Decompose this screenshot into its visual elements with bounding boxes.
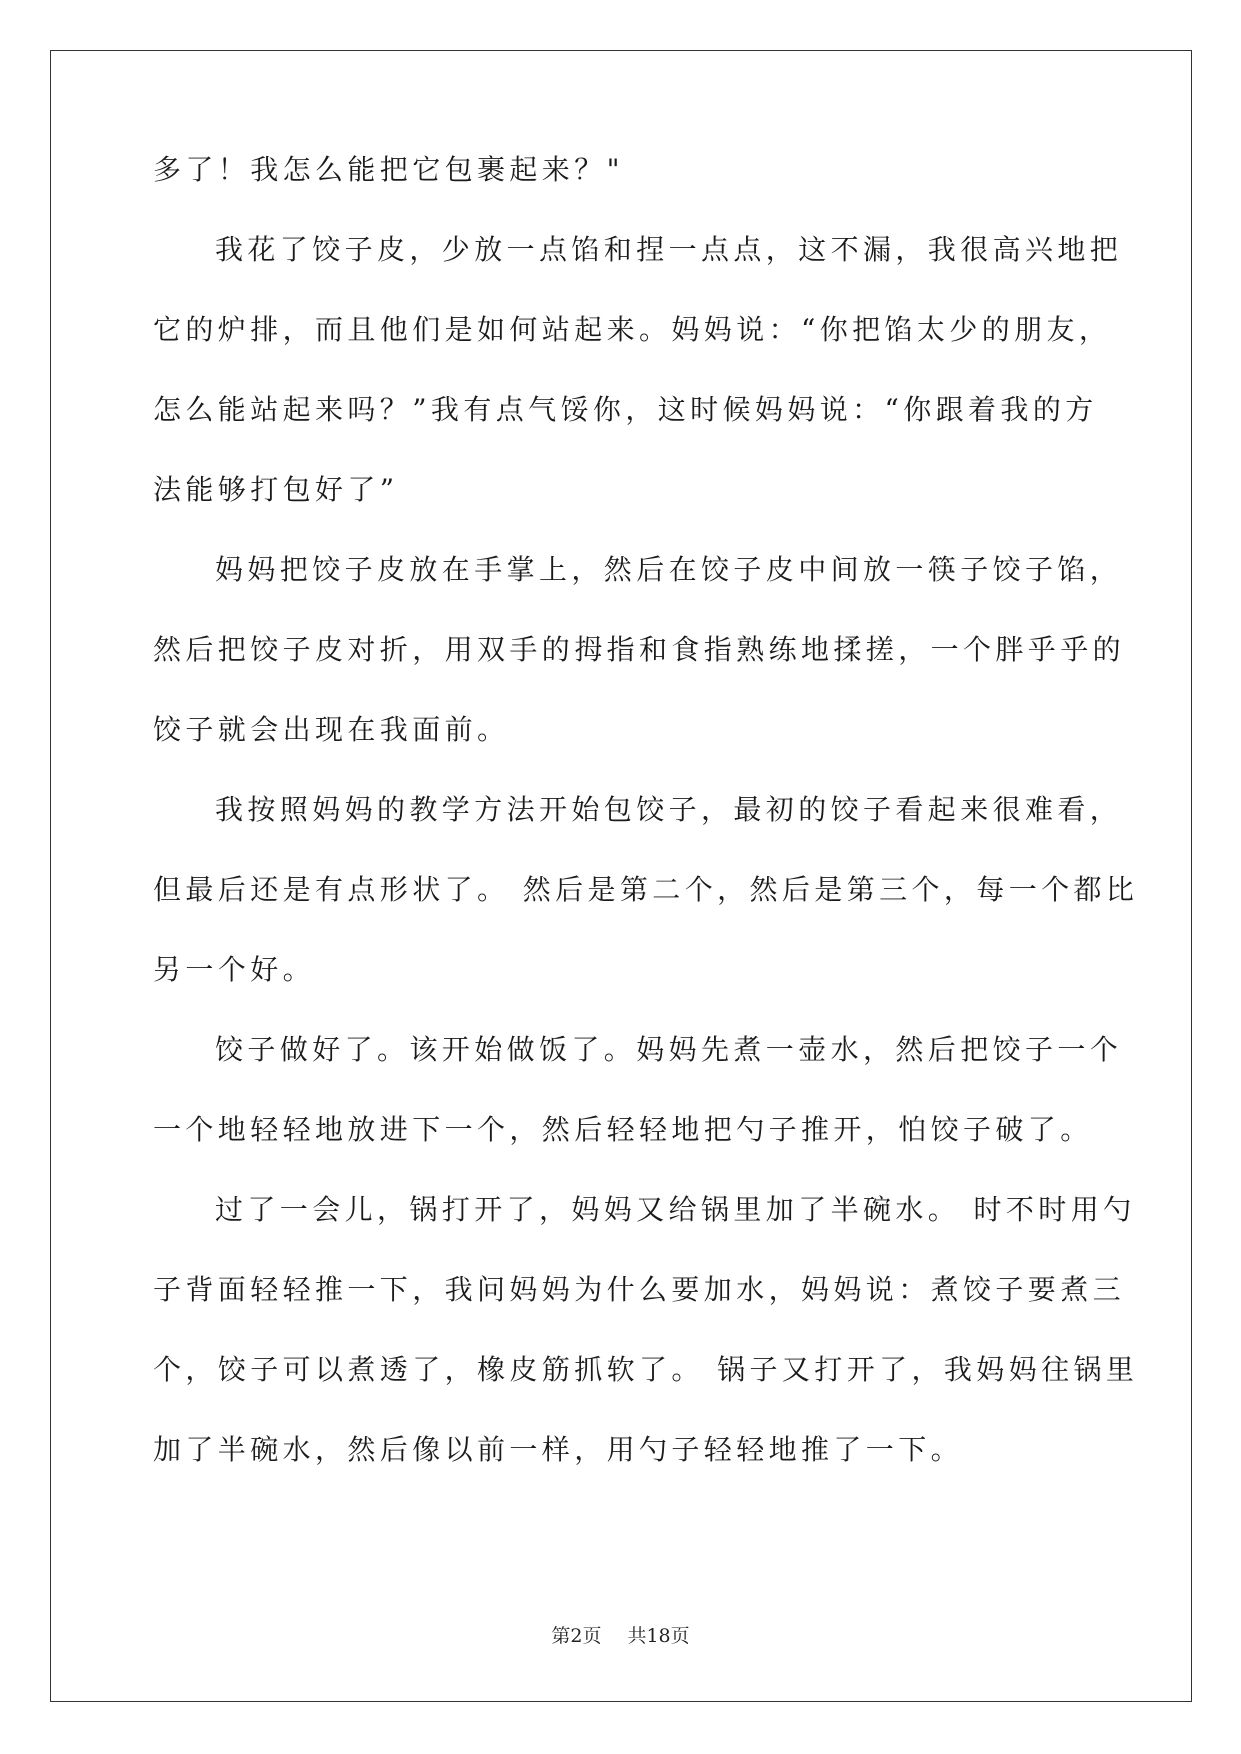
page-footer xyxy=(0,1624,1241,1648)
text-line: 一个地轻轻地放进下一个，然后轻轻地把勺子推开，怕饺子破了。 xyxy=(153,1113,1093,1146)
text-line: 另一个好。 xyxy=(153,953,316,986)
page-total: 共18页 xyxy=(627,1625,690,1647)
text-line: 它的炉排，而且他们是如何站起来。妈妈说：“你把馅太少的朋友， xyxy=(153,313,1112,346)
text-line: 过了一会儿，锅打开了，妈妈又给锅里加了半碗水。 时不时用勺 xyxy=(215,1193,1136,1226)
text-line: 子背面轻轻推一下，我问妈妈为什么要加水，妈妈说：煮饺子要煮三 xyxy=(153,1273,1126,1306)
text-line: 饺子就会出现在我面前。 xyxy=(153,713,510,746)
text-line: 但最后还是有点形状了。 然后是第二个，然后是第三个，每一个都比 xyxy=(153,873,1139,906)
text-line: 怎么能站起来吗？”我有点气馁你，这时候妈妈说：“你跟着我的方 xyxy=(153,393,1098,426)
text-line: 然后把饺子皮对折，用双手的拇指和食指熟练地揉搓，一个胖乎乎的 xyxy=(153,633,1126,666)
text-line: 妈妈把饺子皮放在手掌上，然后在饺子皮中间放一筷子饺子馅， xyxy=(215,553,1123,586)
text-line: 法能够打包好了” xyxy=(153,473,399,506)
text-line: 加了半碗水，然后像以前一样，用勺子轻轻地推了一下。 xyxy=(153,1433,964,1466)
text-line: 我花了饺子皮，少放一点馅和捏一点点，这不漏，我很高兴地把 xyxy=(215,233,1123,266)
text-line: 个，饺子可以煮透了，橡皮筋抓软了。 锅子又打开了，我妈妈往锅里 xyxy=(153,1353,1139,1386)
text-line: 饺子做好了。该开始做饭了。妈妈先煮一壶水，然后把饺子一个 xyxy=(215,1033,1123,1066)
page-number: 第2页 xyxy=(551,1625,602,1647)
text-line: 多了！我怎么能把它包裹起来？" xyxy=(153,153,624,186)
text-line: 我按照妈妈的教学方法开始包饺子，最初的饺子看起来很难看， xyxy=(215,793,1123,826)
